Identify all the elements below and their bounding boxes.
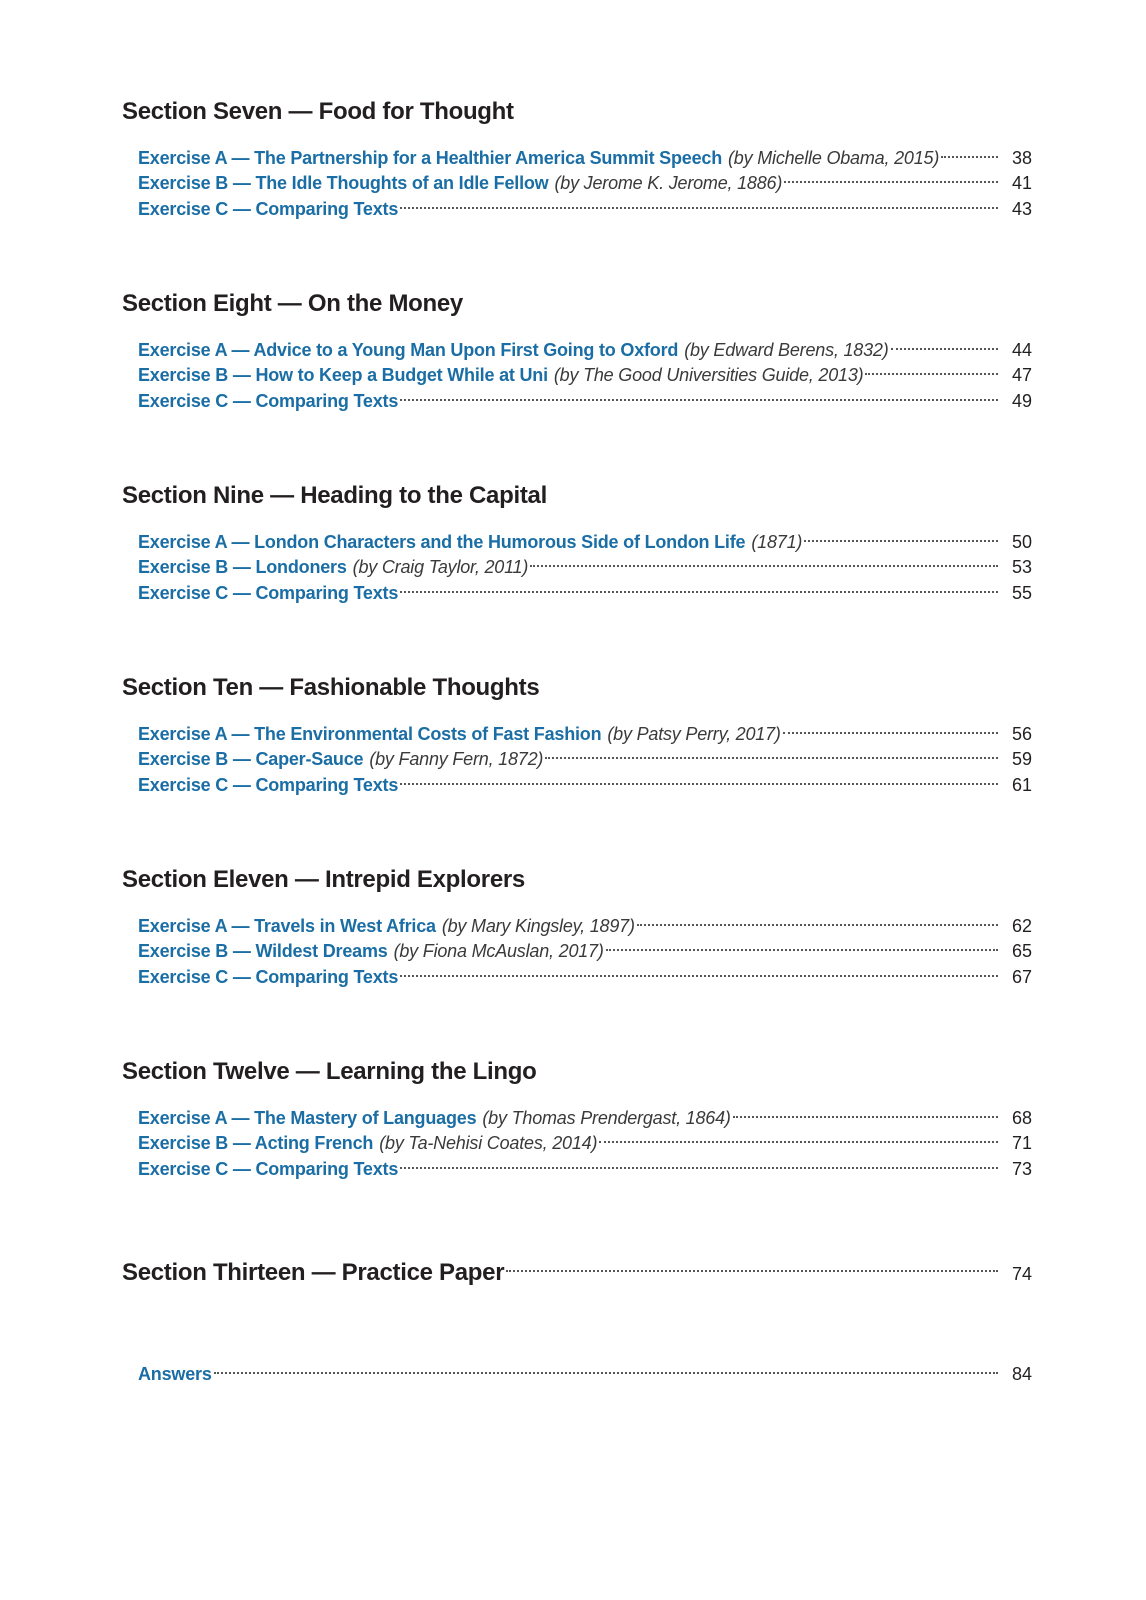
toc-section	[122, 288, 1032, 411]
dot-leader	[733, 1098, 998, 1124]
exercise-link[interactable]: Exercise C — Comparing Texts	[138, 966, 399, 987]
exercise-source: (1871)	[751, 531, 803, 552]
exercise-link[interactable]: Exercise B — Wildest Dreams	[138, 941, 388, 961]
toc-entry[interactable]	[138, 138, 1032, 168]
toc-answers[interactable]	[138, 1354, 1032, 1384]
page-number: 65	[1011, 941, 1032, 961]
exercise-list	[122, 330, 1032, 411]
exercise-link[interactable]: Exercise B — The Idle Thoughts of an Idle Fellow	[138, 173, 549, 193]
dot-leader	[400, 1149, 998, 1175]
exercise-link[interactable]: Exercise A — Advice to a Young Man Upon First Going to Oxford	[138, 339, 679, 360]
page-number: 71	[1011, 1133, 1032, 1153]
exercise-list	[122, 138, 1032, 219]
page-number: 41	[1011, 173, 1032, 193]
exercise-link[interactable]: Exercise A — The Environmental Costs of Fast Fashion	[138, 723, 602, 744]
section-title: Section Ten — Fashionable Thoughts	[122, 674, 540, 701]
exercise-link[interactable]: Exercise C — Comparing Texts	[138, 1158, 399, 1179]
toc-section	[122, 864, 1032, 987]
dot-leader	[865, 356, 998, 382]
exercise-link[interactable]: Exercise A — London Characters and the Humorous Side of London Life	[138, 531, 746, 552]
dot-leader	[400, 957, 998, 983]
answers-link[interactable]: Answers	[138, 1363, 212, 1384]
exercise-source: (by Edward Berens, 1832)	[684, 339, 889, 360]
toc-entry[interactable]	[138, 906, 1032, 936]
toc-section	[122, 1056, 1032, 1179]
exercise-list	[122, 1098, 1032, 1179]
toc-practice-paper[interactable]	[122, 1248, 1032, 1286]
toc-entry[interactable]	[138, 522, 1032, 552]
page-number: 55	[1011, 582, 1032, 603]
section-title: Section Seven — Food for Thought	[122, 98, 514, 125]
page-number: 47	[1011, 365, 1032, 385]
section-title: Section Twelve — Learning the Lingo	[122, 1058, 537, 1085]
page-number: 44	[1011, 339, 1032, 360]
toc-section	[122, 480, 1032, 603]
dot-leader	[606, 932, 998, 958]
exercise-source: (by Fanny Fern, 1872)	[369, 749, 544, 769]
dot-leader	[804, 522, 998, 548]
exercise-source: (by Fiona McAuslan, 2017)	[393, 941, 604, 961]
page-number: 38	[1011, 147, 1032, 168]
exercise-link[interactable]: Exercise B — Caper-Sauce	[138, 749, 364, 769]
page-number: 62	[1011, 915, 1032, 936]
toc-entry[interactable]	[138, 1098, 1032, 1128]
exercise-link[interactable]: Exercise C — Comparing Texts	[138, 774, 399, 795]
toc-entry[interactable]	[138, 714, 1032, 744]
exercise-list	[122, 906, 1032, 987]
dot-leader	[891, 330, 998, 356]
exercise-link[interactable]: Exercise C — Comparing Texts	[138, 582, 399, 603]
page-number: 61	[1011, 774, 1032, 795]
page-number: 59	[1011, 749, 1032, 769]
exercise-source: (by Patsy Perry, 2017)	[607, 723, 781, 744]
dot-leader	[400, 765, 998, 791]
dot-leader	[506, 1248, 998, 1280]
page-number: 67	[1011, 966, 1032, 987]
exercise-source: (by The Good Universities Guide, 2013)	[553, 365, 864, 385]
exercise-source: (by Ta-Nehisi Coates, 2014)	[379, 1133, 598, 1153]
dot-leader	[530, 548, 998, 574]
exercise-link[interactable]: Exercise C — Comparing Texts	[138, 390, 399, 411]
dot-leader	[400, 189, 998, 215]
exercise-source: (by Craig Taylor, 2011)	[352, 557, 529, 577]
section-title: Section Eleven — Intrepid Explorers	[122, 866, 525, 893]
dot-leader	[599, 1124, 998, 1150]
exercise-link[interactable]: Exercise C — Comparing Texts	[138, 198, 399, 219]
exercise-link[interactable]: Exercise A — Travels in West Africa	[138, 915, 436, 936]
toc-entry[interactable]	[138, 330, 1032, 360]
page-number: 56	[1011, 723, 1032, 744]
exercise-source: (by Michelle Obama, 2015)	[728, 147, 940, 168]
toc-section	[122, 96, 1032, 219]
exercise-link[interactable]: Exercise B — Acting French	[138, 1133, 374, 1153]
dot-leader	[784, 164, 998, 190]
exercise-link[interactable]: Exercise A — The Partnership for a Healthier America Summit Speech	[138, 147, 723, 168]
dot-leader	[545, 740, 998, 766]
toc-section	[122, 672, 1032, 795]
exercise-link[interactable]: Exercise B — How to Keep a Budget While at Uni	[138, 365, 548, 385]
dot-leader	[400, 381, 998, 407]
exercise-source: (by Jerome K. Jerome, 1886)	[554, 173, 783, 193]
section-title: Section Nine — Heading to the Capital	[122, 482, 547, 509]
section-title[interactable]: Section Thirteen — Practice Paper	[122, 1259, 505, 1286]
exercise-source: (by Thomas Prendergast, 1864)	[482, 1107, 731, 1128]
page-number: 74	[1011, 1264, 1032, 1284]
page-number: 73	[1011, 1158, 1032, 1179]
exercise-source: (by Mary Kingsley, 1897)	[441, 915, 635, 936]
dot-leader	[400, 573, 998, 599]
exercise-list	[122, 522, 1032, 603]
exercise-link[interactable]: Exercise A — The Mastery of Languages	[138, 1107, 477, 1128]
page-number: 53	[1011, 557, 1032, 577]
dot-leader	[637, 906, 998, 932]
dot-leader	[783, 714, 998, 740]
page-number: 49	[1011, 390, 1032, 411]
dot-leader	[214, 1354, 998, 1380]
page-number: 68	[1011, 1107, 1032, 1128]
page-number: 84	[1011, 1363, 1032, 1384]
page-number: 50	[1011, 531, 1032, 552]
exercise-list	[122, 714, 1032, 795]
exercise-link[interactable]: Exercise B — Londoners	[138, 557, 347, 577]
section-title: Section Eight — On the Money	[122, 290, 463, 317]
dot-leader	[941, 138, 998, 164]
page-number: 43	[1011, 198, 1032, 219]
